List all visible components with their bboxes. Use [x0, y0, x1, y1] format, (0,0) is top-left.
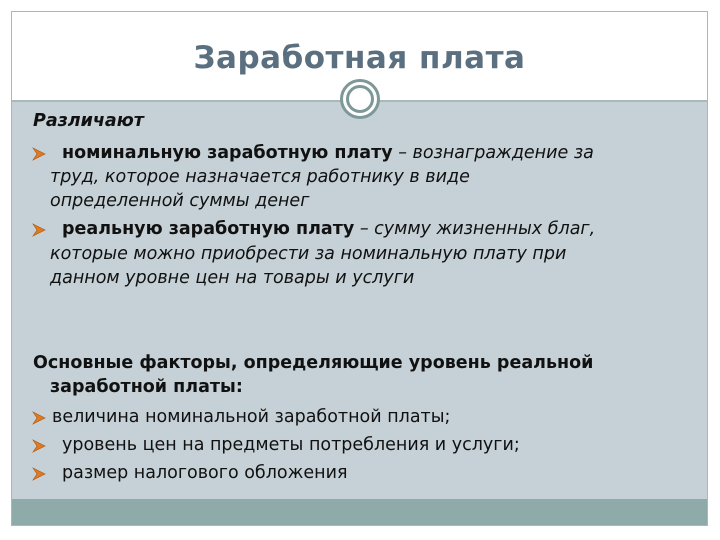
- slide-title: Заработная плата: [193, 40, 526, 76]
- bullet2-definition-line2: которые можно приобрести за номинальную плату при: [50, 244, 567, 264]
- bullet1-definition-line3: определенной суммы денег: [50, 191, 310, 211]
- bullet1-definition-line2: труд, которое назначается работнику в виде: [50, 167, 470, 187]
- bullet2-first-line: [62, 219, 595, 239]
- bullet1-dash: –: [392, 143, 413, 163]
- bullet1-first-line: [62, 143, 594, 163]
- factors-heading-line1: Основные факторы, определяющие уровень реальной: [33, 353, 594, 373]
- bullet2-term: реальную заработную плату: [62, 219, 355, 239]
- arrow-right-icon: [32, 223, 46, 237]
- factor-item: размер налогового обложения: [62, 463, 348, 483]
- bullet2-definition-line3: данном уровне цен на товары и услуги: [50, 268, 415, 288]
- intro-label: Различают: [33, 111, 144, 131]
- arrow-right-icon: [32, 147, 46, 161]
- bullet1-definition-line1: вознаграждение за: [412, 143, 594, 163]
- factor-item: уровень цен на предметы потребления и услуги;: [62, 435, 520, 455]
- bullet2-dash: –: [354, 219, 375, 239]
- arrow-right-icon: [32, 439, 46, 453]
- bullet1-term: номинальную заработную плату: [62, 143, 393, 163]
- factors-heading-line2: заработной платы:: [50, 377, 243, 397]
- arrow-right-icon: [32, 411, 46, 425]
- arrow-right-icon: [32, 467, 46, 481]
- factor-item: величина номинальной заработной платы;: [52, 407, 451, 427]
- footer-bar: [12, 499, 707, 525]
- bullet2-definition-line1: сумму жизненных благ,: [374, 219, 596, 239]
- circle-ornament-icon: [340, 79, 380, 119]
